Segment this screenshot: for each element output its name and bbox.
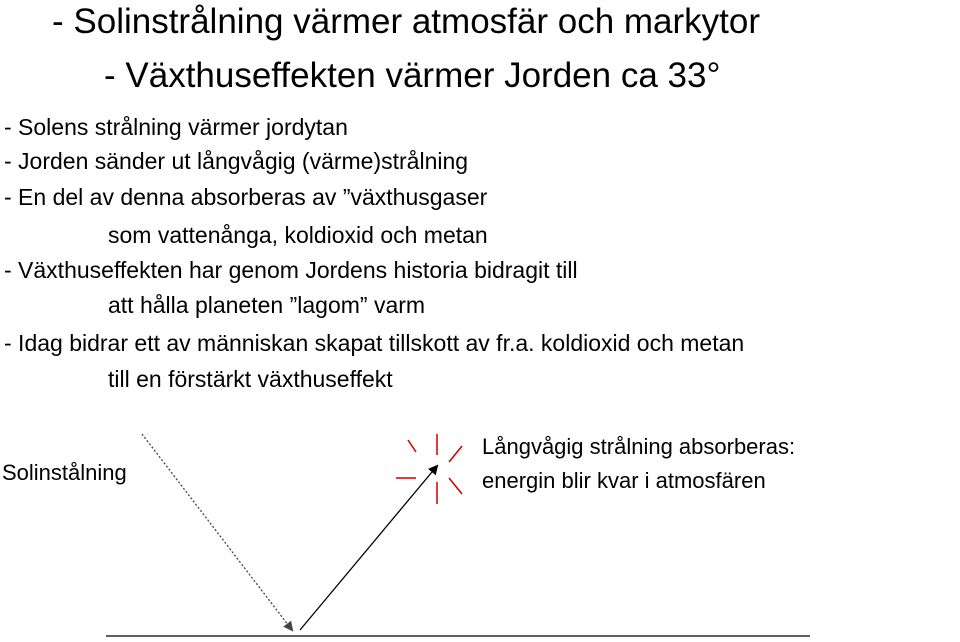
bullet-text: - En del av denna absorberas av ”växthusgaser	[4, 184, 488, 210]
slide-title-line-1: - Solinstrålning värmer atmosfär och markytor	[52, 2, 760, 41]
absorption-burst-icon	[396, 434, 462, 504]
outgoing-longwave-arrow	[300, 466, 437, 630]
bullet-text: - Solens strålning värmer jordytan	[4, 114, 348, 140]
longwave-absorption-label-line-1: Långvågig strålning absorberas:	[482, 434, 796, 459]
bullet-text: - Jorden sänder ut långvågig (värme)strålning	[4, 148, 469, 174]
bullet-text: - Växthuseffekten har genom Jordens historia bidragit till	[4, 257, 578, 283]
incoming-radiation-label: Solinstålning	[2, 460, 127, 485]
bullet-continuation: att hålla planeten ”lagom” varm	[108, 292, 426, 318]
incoming-radiation-arrow	[142, 434, 292, 630]
slide-title-line-2: - Växthuseffekten värmer Jorden ca 33°	[104, 56, 721, 95]
bullet-continuation: som vattenånga, koldioxid och metan	[108, 222, 488, 248]
bullet-continuation: till en förstärkt växthuseffekt	[108, 366, 393, 392]
bullet-text: - Idag bidrar ett av människan skapat tillskott av fr.a. koldioxid och metan	[4, 330, 745, 356]
longwave-absorption-label-line-2: energin blir kvar i atmosfären	[482, 468, 766, 493]
